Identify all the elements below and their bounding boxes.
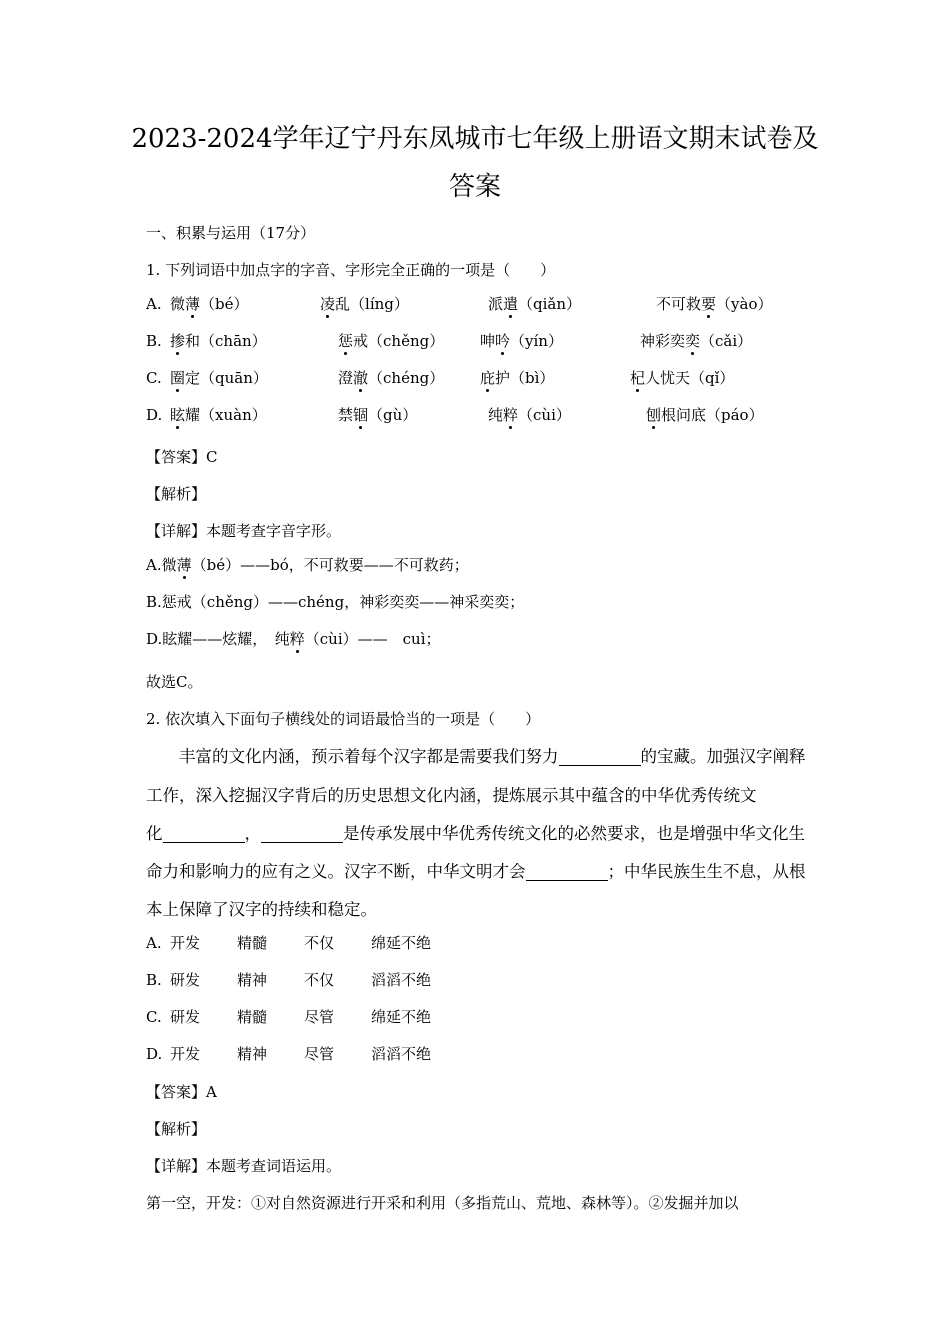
option-label: A. [146,934,162,952]
passage-line-2: 工作，深入挖掘汉字背后的历史思想文化内涵，提炼展示其中蕴含的中华优秀传统文 [146,786,757,805]
option-item: 不可救要（yào） [656,295,773,313]
analysis-heading: 【解析】 [146,485,207,503]
option-word: 绵延不绝 [371,1008,432,1026]
option-item: 眩耀（xuàn） [170,406,267,424]
question-2-stem: 2. 依次填入下面句子横线处的词语最恰当的一项是（ ） [146,710,541,728]
option-item: 微薄（bé） [170,295,249,313]
analysis-heading: 【解析】 [146,1120,207,1138]
question-1-stem: 1. 下列词语中加点字的字音、字形完全正确的一项是（ ） [146,261,556,279]
fill-blank [559,747,641,766]
analysis-line-d: D.眩耀——炫耀， 纯粹（cùi）—— cuì； [146,630,441,648]
detail-line: 【详解】本题考查字音字形。 [146,522,342,540]
option-word: 精神 [237,1045,268,1063]
option-item: 杞人忧天（qǐ） [630,369,735,387]
detail-line: 【详解】本题考查词语运用。 [146,1157,342,1175]
option-item: 禁锢（gù） [338,406,418,424]
option-label: C. [146,369,162,387]
option-item: 惩戒（chěng） [338,332,445,350]
option-word: 不仅 [304,971,335,989]
option-word: 精髓 [237,934,268,952]
option-label: D. [146,1045,163,1063]
option-item: 圈定（quān） [170,369,268,387]
analysis-line-a: A.微薄（bé）——bó，不可救要——不可救药； [146,556,469,574]
option-item: 澄澈（chéng） [338,369,445,387]
option-word: 滔滔不绝 [371,1045,432,1063]
passage-line-3: 化 ， 是传承发展中华优秀传统文化的必然要求，也是增强中华文化生 [146,824,805,843]
fill-blank [526,862,608,881]
option-item: 掺和（chān） [170,332,267,350]
option-label: C. [146,1008,162,1026]
document-title-line-2: 答案 [448,172,501,202]
analysis-line-b: B.惩戒（chěng）——chéng，神彩奕奕——神采奕奕； [146,593,525,611]
option-label: A. [146,295,162,313]
option-word: 滔滔不绝 [371,971,432,989]
option-item: 庇护（bì） [480,369,555,387]
option-label: B. [146,971,162,989]
option-word: 研发 [170,971,201,989]
answer-line: 【答案】C [146,448,218,466]
passage-line-1: 丰富的文化内涵，预示着每个汉字都是需要我们努力 的宝藏。加强汉字阐释 [146,747,806,766]
fill-blank [163,824,245,843]
passage-line-4: 命力和影响力的应有之义。汉字不断，中华文明才会 ；中华民族生生不息，从根 [146,862,806,881]
option-item: 纯粹（cùi） [488,406,571,424]
option-item: 刨根问底（páo） [646,406,764,424]
fill-blank [261,824,343,843]
analysis-line-first-blank: 第一空，开发：①对自然资源进行开采和利用（多指荒山、荒地、森林等）。②发掘并加以 [146,1194,739,1212]
option-word: 研发 [170,1008,201,1026]
option-item: 派遣（qiǎn） [488,295,582,313]
answer-line: 【答案】A [146,1083,217,1101]
option-word: 不仅 [304,934,335,952]
option-item: 凌乱（líng） [320,295,409,313]
option-word: 开发 [170,934,201,952]
option-label: D. [146,406,163,424]
option-label: B. [146,332,162,350]
option-word: 尽管 [304,1008,335,1026]
option-word: 开发 [170,1045,201,1063]
option-word: 尽管 [304,1045,335,1063]
option-word: 精髓 [237,1008,268,1026]
passage-line-5: 本上保障了汉字的持续和稳定。 [146,900,377,919]
option-item: 神彩奕奕（cǎi） [640,332,753,350]
conclusion-line: 故选C。 [146,673,203,691]
option-word: 精神 [237,971,268,989]
document-title-line-1: 2023-2024学年辽宁丹东凤城市七年级上册语文期末试卷及 [131,124,819,154]
option-item: 呻吟（yín） [480,332,563,350]
section-heading: 一、积累与运用（17分） [146,224,316,242]
option-word: 绵延不绝 [371,934,432,952]
